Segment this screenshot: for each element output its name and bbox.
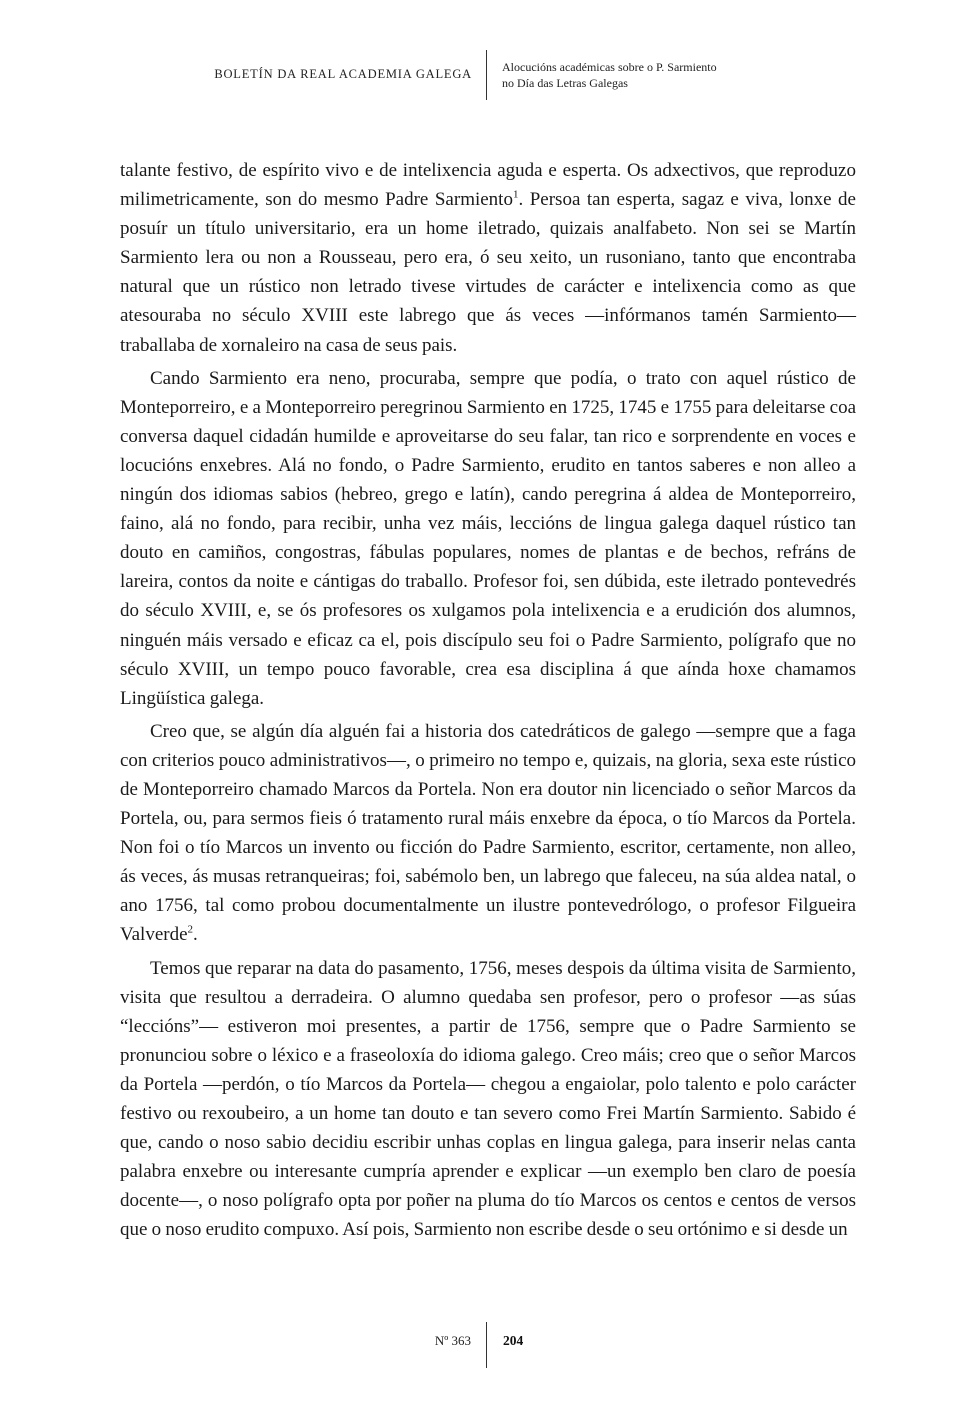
footnote-ref-1: 1 [512, 188, 519, 201]
page-footer [0, 1322, 975, 1368]
section-title-line-2: no Día das Letras Galegas [502, 76, 628, 90]
footer-divider [486, 1322, 487, 1368]
paragraph-3 [120, 717, 856, 950]
footnote-ref-2: 2 [187, 924, 194, 937]
issue-number: Nº 363 [434, 1333, 471, 1348]
article-body [120, 156, 856, 1248]
paragraph-1-text-b: . Persoa tan esperta, sagaz e viva, lonxe de posuír un título universitario, era un home iletrado, quizais analfabeto. Non sei se Martín Sarmiento lera ou non a Rousseau, pero era, ó seu xeito, un rusoniano, tanto que encontraba natural que un rústico non letrado tivese virtudes de carácter e intelixencia como as que atesouraba no século XVIII este labrego que ás veces —infórmanos tamén Sarmiento— traballaba de xornaleiro na casa de seus pais. [120, 189, 856, 356]
paragraph-3-text-a: Creo que, se algún día alguén fai a historia dos catedráticos de galego —sempre que a faga con criterios pouco administrativos—, o primeiro no tempo e, quizais, na gloria, sexa este rústico de Monteporreiro chamado Marcos da Portela. Non era doutor nin licenciado o señor Marcos da Portela, ou, para sermos fieis ó tratamento rural máis enxebre da época, o tío Marcos da Portela. Non foi o tío Marcos un invento ou ficción do Padre Sarmiento, escritor, certamente, non alleo, ás veces, ás musas retranqueiras; foi, sabémolo ben, un labrego que faleceu, na súa aldea natal, o ano 1756, tal como probou documentalmente un ilustre pontevedrólogo, o profesor Filgueira Valverde [120, 720, 856, 946]
journal-title: BOLETÍN DA REAL ACADEMIA GALEGA [214, 67, 472, 81]
header-divider [486, 50, 487, 100]
paragraph-1-text-a: talante festivo, de espírito vivo e de intelixencia aguda e esperta. Os adxectivos, que reproduzo milimetricamente, son do mesmo Padre Sarmiento [120, 160, 856, 211]
running-header [0, 50, 975, 102]
section-title [502, 59, 717, 91]
paragraph-4: Temos que reparar na data do pasamento, 1756, meses despois da última visita de Sarmiento, visita que resultou a derradeira. O alumno quedaba sen profesor, pero o profesor —as súas “leccións”— estiveron moi presentes, a partir de 1756, sempre que o Padre Sarmiento se pronunciou sobre o léxico e a fraseoloxía do idioma galego. Creo máis; creo que o señor Marcos da Portela —perdón, o tío Marcos da Portela— chegou a engaiolar, polo talento e polo carácter festivo ou rexoubeiro, a un home tan douto e tan severo como Frei Martín Sarmiento. Sabido é que, cando o noso sabio decidiu escribir unhas coplas en lingua galega, para inserir nelas canta palabra enxebre ou interesante cumpría aprender e explicar —un exemplo ben claro de poesía docente—, o noso polígrafo opta por poñer na pluma do tío Marcos os centos e centos de versos que o noso erudito compuxo. Así pois, Sarmiento non escribe desde o seu ortónimo e si desde un [120, 957, 856, 1241]
paragraph-2: Cando Sarmiento era neno, procuraba, sempre que podía, o trato con aquel rústico de Monteporreiro, e a Monteporreiro peregrinou Sarmiento en 1725, 1745 e 1755 para deleitarse coa conversa daquel cidadán humilde e aproveitarse do seu falar, tan rico e sorprendente en voces e locucións enxebres. Alá no fondo, o Padre Sarmiento, erudito en tantos saberes e non alleo a ningún dos idiomas sabios (hebreo, grego e latín), cando peregrina á aldea de Monteporreiro, faino, alá no fondo, para recibir, unha vez máis, leccións de lingua galega daquel rústico tan douto en camiños, congostras, fábulas populares, nomes de plantas e de bechos, refráns de lareira, contos da noite e cántigas do traballo. Profesor foi, sen dúbida, este iletrado pontevedrés do século XVIII, e, se ós profesores os xulgamos pola intelixencia e a erudición dos alumnos, ninguén máis versado e eficaz ca el, pois discípulo seu foi o Padre Sarmiento, polígrafo que no século XVIII, un tempo pouco favorable, crea esa disciplina á que aínda hoxe chamamos Lingüística galega. [120, 367, 856, 709]
paragraph-3-text-b: . [193, 924, 198, 946]
section-title-line-1: Alocucións académicas sobre o P. Sarmiento [502, 60, 717, 74]
paragraph-1 [120, 156, 856, 360]
page-number: 204 [503, 1333, 524, 1348]
